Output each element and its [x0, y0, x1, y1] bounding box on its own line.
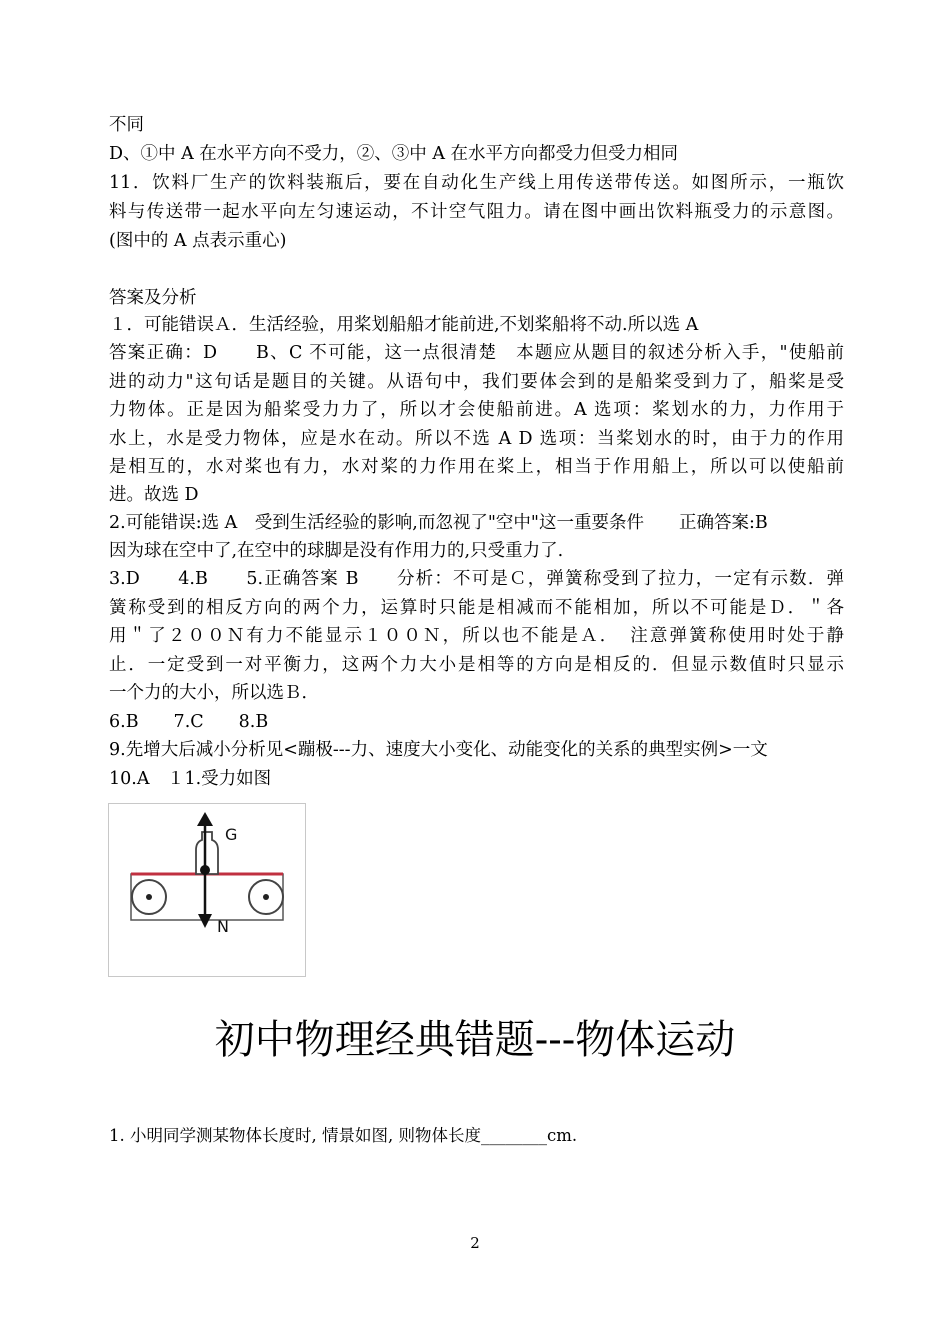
text-line: (图中的 A 点表示重心) — [109, 231, 287, 251]
text-line: 进的动力"这句话是题目的关键。从语句中，我们要体会到的是船桨受到力了，船桨是受 — [109, 372, 844, 392]
text-line: 力物体。正是因为船桨受力力了，所以才会使船前进。A 选项：桨划水的力，力作用于 — [109, 400, 844, 420]
text-line: 不同 — [109, 115, 144, 135]
text-line: 一个力的大小，所以选Ｂ． — [109, 683, 319, 703]
question-1: 1. 小明同学测某物体长度时, 情景如图, 则物体长度________cm. — [109, 1126, 578, 1145]
text-line: 因为球在空中了,在空中的球脚是没有作用力的,只受重力了. — [109, 541, 564, 561]
label-g: G — [225, 825, 238, 844]
conveyor-belt-diagram — [109, 804, 305, 976]
text-line: 9.先增大后减小分析见<蹦极---力、速度大小变化、动能变化的关系的典型实例>一文 — [109, 740, 768, 760]
text-line: 水上，水是受力物体，应是水在动。所以不选 A D 选项：当桨划水的时，由于力的作用 — [109, 429, 844, 449]
section-title: 初中物理经典错题---物体运动 — [214, 1017, 736, 1063]
text-line: 止．一定受到一对平衡力，这两个力大小是相等的方向是相反的．但显示数值时只显示 — [109, 655, 844, 675]
text-line: 3.D 4.B 5.正确答案 B 分析：不可是Ｃ，弹簧称受到了拉力，一定有示数．弹 — [109, 569, 844, 589]
force-arrow-down-head — [198, 914, 212, 928]
text-line: 6.B 7.C 8.B — [109, 712, 269, 732]
text-line: 簧称受到的相反方向的两个力，运算时只能是相减而不能相加，所以不可能是Ｄ．＂各 — [109, 598, 844, 618]
text-line: 11．饮料厂生产的饮料装瓶后，要在自动化生产线上用传送带传送。如图所示，一瓶饮 — [109, 173, 844, 193]
force-diagram-figure — [108, 803, 306, 977]
left-roller-axle — [146, 894, 152, 900]
text-line: 答案正确：D B、C 不可能，这一点很清楚 本题应从题目的叙述分析入手，"使船前 — [109, 343, 844, 363]
force-arrow-up-head — [197, 812, 213, 826]
text-line: 10.A １1.受力如图 — [109, 769, 272, 789]
text-line: 料与传送带一起水平向左匀速运动，不计空气阻力。请在图中画出饮料瓶受力的示意图。 — [109, 202, 844, 222]
page-number: 2 — [470, 1234, 480, 1252]
text-line: 用＂了２００Ｎ有力不能显示１００Ｎ，所以也不能是Ａ． 注意弹簧称使用时处于静 — [109, 626, 844, 646]
text-line: 2.可能错误:选 A 受到生活经验的影响,而忽视了"空中"这一重要条件 正确答案:B — [109, 513, 768, 533]
text-line: D、①中 A 在水平方向不受力，②、③中 A 在水平方向都受力但受力相同 — [109, 144, 679, 164]
text-line: 是相互的，水对桨也有力，水对桨的力作用在桨上，相当于作用船上，所以可以使船前 — [109, 457, 844, 477]
right-roller-axle — [263, 894, 269, 900]
center-of-gravity-point — [200, 865, 210, 875]
text-line: 进。故选 D — [109, 485, 199, 505]
section-heading: 答案及分析 — [109, 288, 197, 308]
label-n: N — [217, 917, 229, 936]
text-line: １．可能错误Ａ．生活经验，用桨划船船才能前进,不划桨船将不动.所以选 A — [109, 315, 699, 335]
